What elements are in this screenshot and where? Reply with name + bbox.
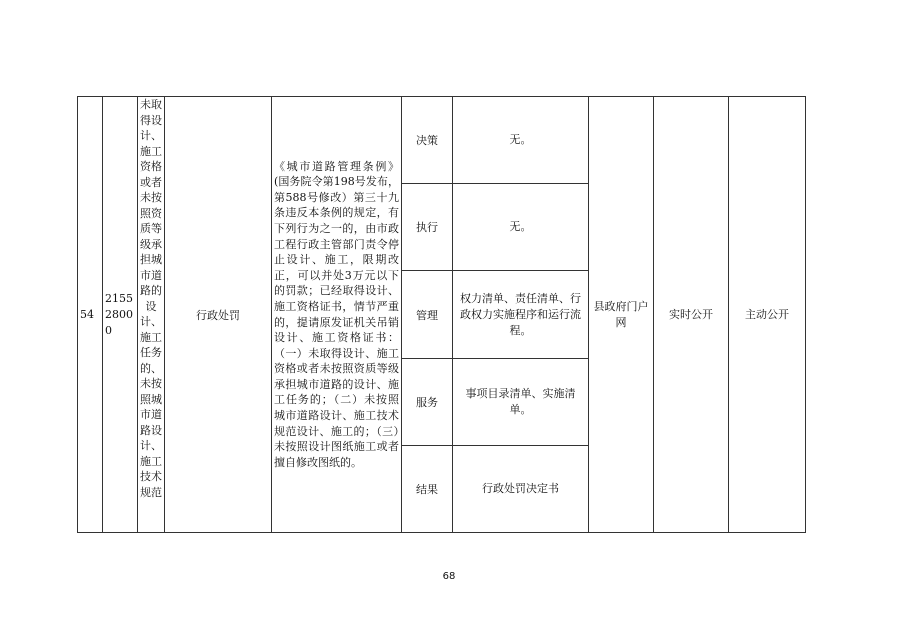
stage-decision: 决策: [402, 97, 453, 184]
stage-service: 服务: [402, 359, 453, 446]
disclosure-channel: 县政府门户网: [589, 97, 654, 533]
page-number: 68: [442, 571, 456, 582]
stage-result-content: 行政处罚决定书: [453, 446, 589, 533]
disclosure-timing: 实时公开: [654, 97, 729, 533]
stage-execution: 执行: [402, 184, 453, 271]
stage-execution-content: 无。: [453, 184, 589, 271]
item-code: 215528000: [103, 97, 138, 533]
stage-decision-content: 无。: [453, 97, 589, 184]
item-name-cell: [138, 97, 165, 533]
stage-result: 结果: [402, 446, 453, 533]
item-name: 未取得设计、施工资格或者未按照资质等级承担城市道路的设计、施工任务的、未按照城市道路设计、施工技术规范: [140, 98, 162, 499]
row-number: 54: [78, 97, 103, 533]
legal-basis: 《城市道路管理条例》(国务院令第198号发布，第588号修改）第三十九条违反本条例的规定，有下列行为之一的，由市政工程行政主管部门责令停止设计、施工，限期改正，可以并处3万元以下的罚款；已经取得设计、施工资格证书，情节严重的，提请原发证机关吊销设计、施工资格证书：（一）未取得设计、施工资格或者未按照资质等级承担城市道路的设计、施工任务的；（二）未按照城市道路设计、施工技术规范设计、施工的；（三）未按照设计图纸施工或者擅自修改图纸的。: [272, 97, 402, 533]
stage-management-content: 权力清单、责任清单、行政权力实施程序和运行流程。: [453, 271, 589, 359]
item-category: 行政处罚: [165, 97, 272, 533]
stage-management: 管理: [402, 271, 453, 359]
stage-service-content: 事项目录清单、实施清单。: [453, 359, 589, 446]
disclosure-table: [77, 96, 806, 533]
disclosure-mode: 主动公开: [729, 97, 806, 533]
